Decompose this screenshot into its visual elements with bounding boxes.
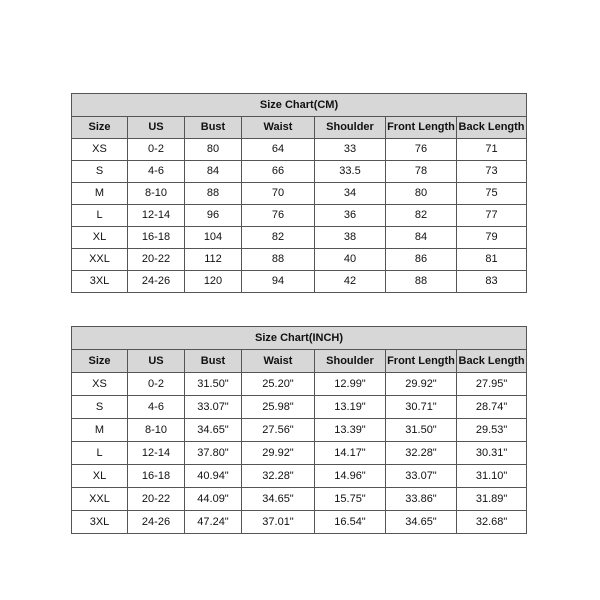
table-cell: 47.24"	[185, 511, 242, 534]
table-cell: 66	[242, 161, 315, 183]
table-row	[72, 205, 527, 227]
table-cell: 0-2	[128, 373, 185, 396]
size-chart-inch-title: Size Chart(INCH)	[72, 327, 527, 350]
table-cell: 31.10"	[457, 465, 527, 488]
table-cell: 25.98"	[242, 396, 315, 419]
table-cell: 12.99"	[315, 373, 386, 396]
table-cell: 30.71"	[386, 396, 457, 419]
table-cell: 82	[386, 205, 457, 227]
table-cell: XL	[72, 465, 128, 488]
table-cell: 14.17"	[315, 442, 386, 465]
table-cell: 78	[386, 161, 457, 183]
table-cell: 8-10	[128, 183, 185, 205]
table-cell: 73	[457, 161, 527, 183]
column-header-bust: Bust	[185, 350, 242, 373]
table-cell: 8-10	[128, 419, 185, 442]
column-header-waist: Waist	[242, 117, 315, 139]
table-row	[72, 249, 527, 271]
table-cell: 104	[185, 227, 242, 249]
column-header-shoulder: Shoulder	[315, 350, 386, 373]
table-cell: 31.50"	[386, 419, 457, 442]
table-cell: 29.92"	[386, 373, 457, 396]
table-cell: 25.20"	[242, 373, 315, 396]
table-cell: 37.80"	[185, 442, 242, 465]
table-cell: 40	[315, 249, 386, 271]
table-row	[72, 227, 527, 249]
table-cell: M	[72, 419, 128, 442]
table-cell: 12-14	[128, 205, 185, 227]
table-row	[72, 373, 527, 396]
table-cell: XL	[72, 227, 128, 249]
table-cell: M	[72, 183, 128, 205]
column-header-shoulder: Shoulder	[315, 117, 386, 139]
table-row	[72, 161, 527, 183]
table-cell: 88	[386, 271, 457, 293]
table-cell: 29.53"	[457, 419, 527, 442]
table-cell: 36	[315, 205, 386, 227]
table-cell: 32.68"	[457, 511, 527, 534]
table-cell: L	[72, 205, 128, 227]
table-cell: 120	[185, 271, 242, 293]
table-cell: 80	[386, 183, 457, 205]
table-cell: 4-6	[128, 161, 185, 183]
header-row	[72, 117, 527, 139]
table-cell: 84	[386, 227, 457, 249]
table-cell: 29.92"	[242, 442, 315, 465]
table-cell: 13.39"	[315, 419, 386, 442]
table-row	[72, 183, 527, 205]
table-cell: L	[72, 442, 128, 465]
table-row	[72, 139, 527, 161]
table-cell: 33.5	[315, 161, 386, 183]
table-row	[72, 465, 527, 488]
table-cell: 42	[315, 271, 386, 293]
table-cell: 44.09"	[185, 488, 242, 511]
table-cell: 64	[242, 139, 315, 161]
table-row	[72, 442, 527, 465]
table-cell: 34.65"	[185, 419, 242, 442]
table-cell: 81	[457, 249, 527, 271]
table-cell: 33	[315, 139, 386, 161]
table-cell: 77	[457, 205, 527, 227]
column-header-size: Size	[72, 117, 128, 139]
table-cell: XXL	[72, 249, 128, 271]
table-cell: 14.96"	[315, 465, 386, 488]
table-cell: 0-2	[128, 139, 185, 161]
table-cell: 32.28"	[242, 465, 315, 488]
column-header-back-length: Back Length	[457, 117, 527, 139]
table-cell: 16-18	[128, 227, 185, 249]
table-cell: 30.31"	[457, 442, 527, 465]
table-cell: 83	[457, 271, 527, 293]
table-cell: 88	[242, 249, 315, 271]
table-cell: 88	[185, 183, 242, 205]
table-cell: 96	[185, 205, 242, 227]
table-row	[72, 419, 527, 442]
table-cell: 75	[457, 183, 527, 205]
table-cell: 24-26	[128, 511, 185, 534]
table-cell: 13.19"	[315, 396, 386, 419]
table-cell: 76	[242, 205, 315, 227]
table-cell: 40.94"	[185, 465, 242, 488]
table-cell: 4-6	[128, 396, 185, 419]
table-cell: 27.56"	[242, 419, 315, 442]
table-cell: 80	[185, 139, 242, 161]
table-cell: 34.65"	[386, 511, 457, 534]
table-cell: 31.50"	[185, 373, 242, 396]
table-cell: 20-22	[128, 249, 185, 271]
table-cell: 37.01"	[242, 511, 315, 534]
table-cell: 79	[457, 227, 527, 249]
table-cell: 32.28"	[386, 442, 457, 465]
table-row	[72, 396, 527, 419]
table-row	[72, 271, 527, 293]
table-cell: 82	[242, 227, 315, 249]
table-cell: 33.07"	[386, 465, 457, 488]
table-cell: S	[72, 396, 128, 419]
table-cell: 28.74"	[457, 396, 527, 419]
table-cell: 12-14	[128, 442, 185, 465]
table-cell: 94	[242, 271, 315, 293]
table-cell: 34	[315, 183, 386, 205]
table-cell: 16-18	[128, 465, 185, 488]
column-header-waist: Waist	[242, 350, 315, 373]
table-cell: 31.89"	[457, 488, 527, 511]
column-header-bust: Bust	[185, 117, 242, 139]
table-cell: 16.54"	[315, 511, 386, 534]
table-cell: XS	[72, 139, 128, 161]
table-cell: XS	[72, 373, 128, 396]
table-row	[72, 511, 527, 534]
column-header-size: Size	[72, 350, 128, 373]
table-cell: 3XL	[72, 511, 128, 534]
table-cell: 112	[185, 249, 242, 271]
column-header-front-length: Front Length	[386, 350, 457, 373]
table-cell: XXL	[72, 488, 128, 511]
size-chart-cm-title: Size Chart(CM)	[72, 94, 527, 117]
header-row	[72, 350, 527, 373]
table-cell: 86	[386, 249, 457, 271]
table-cell: 71	[457, 139, 527, 161]
size-chart-cm-table	[71, 93, 527, 293]
table-cell: 70	[242, 183, 315, 205]
column-header-us: US	[128, 350, 185, 373]
table-cell: 20-22	[128, 488, 185, 511]
table-cell: 34.65"	[242, 488, 315, 511]
table-cell: 27.95"	[457, 373, 527, 396]
table-row	[72, 488, 527, 511]
table-cell: 76	[386, 139, 457, 161]
table-cell: 3XL	[72, 271, 128, 293]
table-cell: 33.86"	[386, 488, 457, 511]
table-cell: 84	[185, 161, 242, 183]
column-header-back-length: Back Length	[457, 350, 527, 373]
table-cell: 15.75"	[315, 488, 386, 511]
table-cell: 33.07"	[185, 396, 242, 419]
column-header-us: US	[128, 117, 185, 139]
table-cell: 24-26	[128, 271, 185, 293]
size-chart-inch-table	[71, 326, 527, 534]
table-cell: 38	[315, 227, 386, 249]
table-cell: S	[72, 161, 128, 183]
column-header-front-length: Front Length	[386, 117, 457, 139]
